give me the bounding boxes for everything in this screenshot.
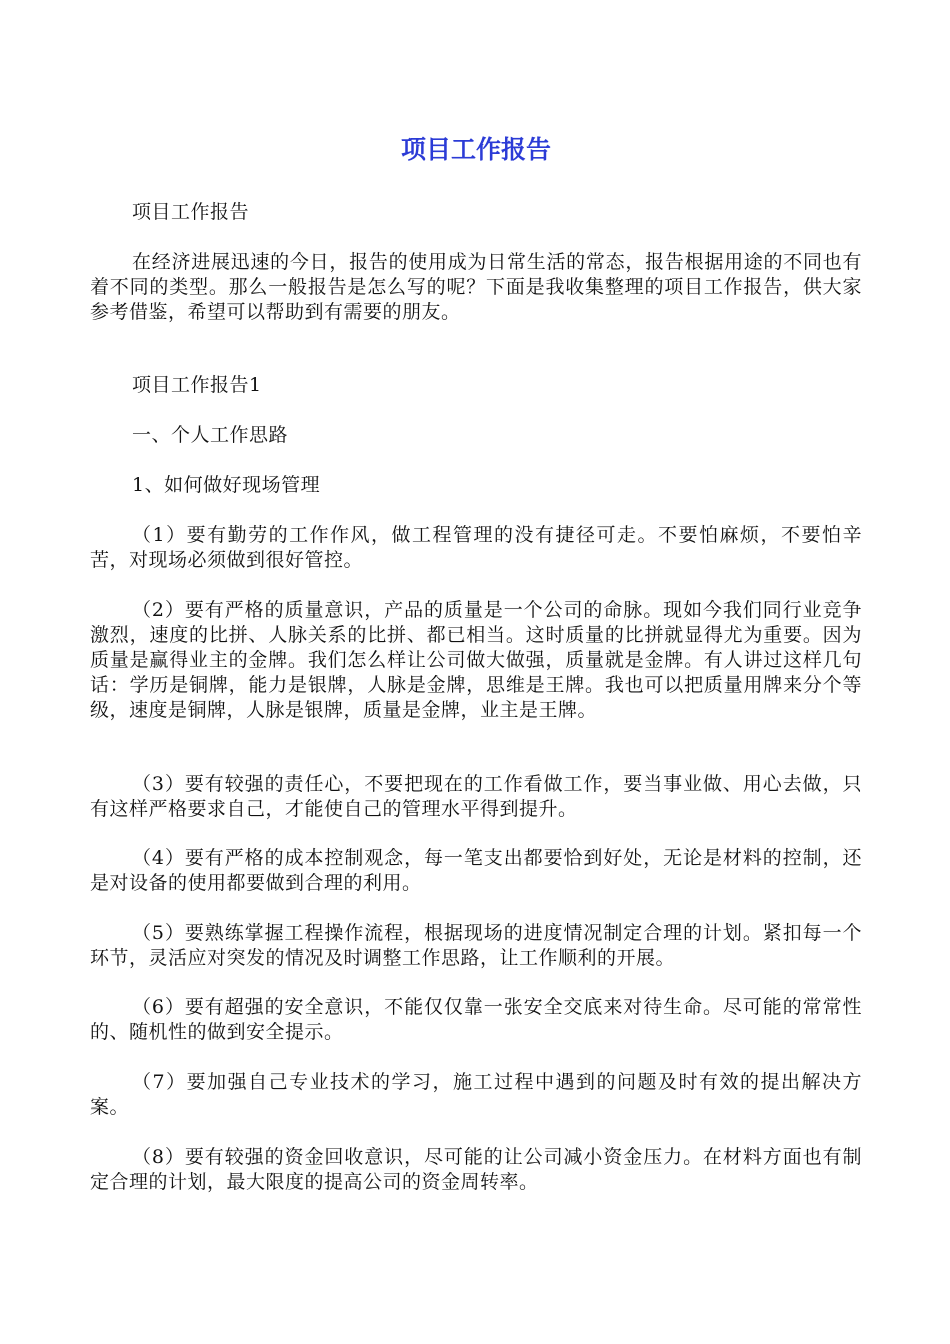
list-item: （2）要有严格的质量意识，产品的质量是一个公司的命脉。现如今我们同行业竞争激烈，速度的比拼、人脉关系的比拼、都已相当。这时质量的比拼就显得尤为重要。因为质量是赢得业主的金牌。我们怎么样让公司做大做强，质量就是金牌。有人讲过这样几句话：学历是铜牌，能力是银牌，人脉是金牌，思维是王牌。我也可以把质量用牌来分个等级，速度是铜牌，人脉是银牌，质量是金牌，业主是王牌。	[90, 599, 862, 721]
document-title: 项目工作报告	[400, 135, 551, 164]
subsection-title: 一、个人工作思路	[132, 424, 289, 446]
item-heading: 1、如何做好现场管理	[132, 474, 321, 496]
list-item: （4）要有严格的成本控制观念，每一笔支出都要恰到好处，无论是材料的控制，还是对设备的使用都要做到合理的利用。	[90, 847, 862, 894]
section-title: 项目工作报告1	[132, 374, 262, 396]
paragraph-intro: 在经济进展迅速的今日，报告的使用成为日常生活的常态，报告根据用途的不同也有着不同的类型。那么一般报告是怎么写的呢？下面是我收集整理的项目工作报告，供大家参考借鉴，希望可以帮助到有需要的朋友。	[90, 251, 862, 323]
list-item: （6）要有超强的安全意识，不能仅仅靠一张安全交底来对待生命。尽可能的常常性的、随机性的做到安全提示。	[90, 996, 862, 1043]
paragraph-heading: 项目工作报告	[132, 201, 250, 223]
list-item: （1）要有勤劳的工作作风，做工程管理的没有捷径可走。不要怕麻烦，不要怕辛苦，对现场必须做到很好管控。	[90, 524, 862, 571]
list-item: （7）要加强自己专业技术的学习，施工过程中遇到的问题及时有效的提出解决方案。	[90, 1071, 862, 1118]
list-item: （3）要有较强的责任心，不要把现在的工作看做工作，要当事业做、用心去做，只有这样严格要求自己，才能使自己的管理水平得到提升。	[90, 773, 862, 820]
list-item: （5）要熟练掌握工程操作流程，根据现场的进度情况制定合理的计划。紧扣每一个环节，灵活应对突发的情况及时调整工作思路，让工作顺利的开展。	[90, 922, 862, 969]
list-item: （8）要有较强的资金回收意识，尽可能的让公司减小资金压力。在材料方面也有制定合理的计划，最大限度的提高公司的资金周转率。	[90, 1146, 862, 1193]
